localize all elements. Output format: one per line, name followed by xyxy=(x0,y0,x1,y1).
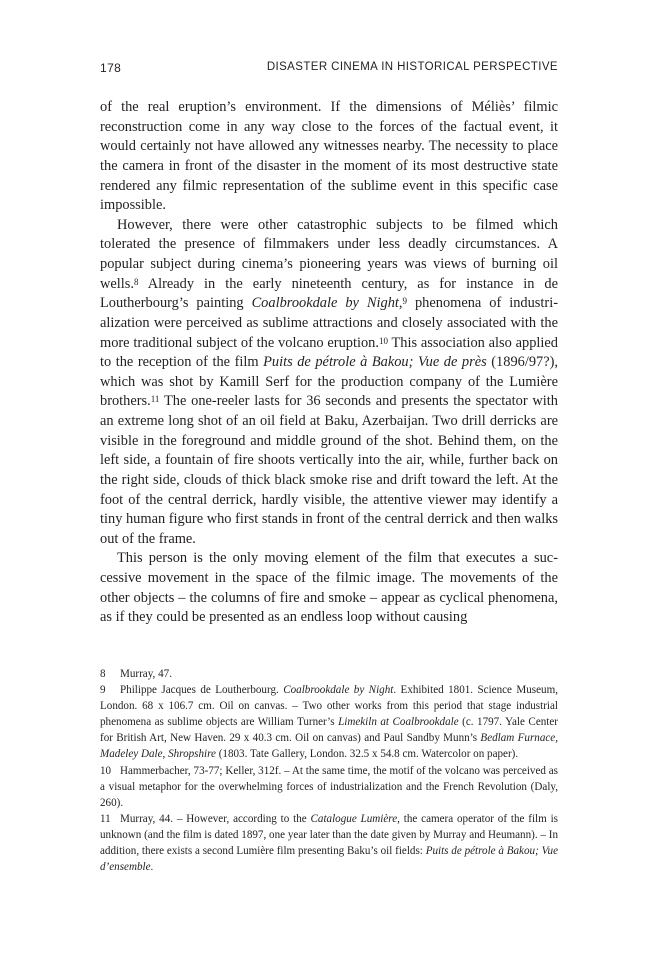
footnote-ref-11[interactable]: 11 xyxy=(150,394,160,405)
film-title: Puits de pétrole à Bakou; Vue de près xyxy=(263,354,487,371)
paragraph-1: of the real eruption’s environment. If the dimensions of Méliès’ filmic reconstruction come in any way close to the forces of the factual event, it would certainly not have allowed any witnesses nearby. The necessity to place the camera in front of the disaster in the moment of its most destructive state rendered any filmic representation of the sublime event in this specific case impossible. xyxy=(100,99,558,214)
footnote-text: Hammerbacher, 73-77; Keller, 312f. – At the same time, the motif of the volcano was perceived as a visual metaphor for the overwhelming forces of industrialization and the French Revolution (Daly, 260). xyxy=(100,764,558,809)
footnote-ref-10[interactable]: 10 xyxy=(378,335,388,346)
paragraph-2-text-d: phenomena of industrialization were perceived as sublime attractions and closely associated with the more traditional subject of the volcano eruption. xyxy=(100,295,558,351)
footnote-10 xyxy=(100,763,558,811)
footnote-number: 8 xyxy=(100,668,106,680)
paragraph-2-text-g: The one-reeler lasts for 36 seconds and presents the spectator with an extreme long shot of an oil field at Baku, Azerbaijan. Two drill derricks are visible in the foreground and middle ground of the shot. Behind them, on the left side, a fountain of fire shoots vertically into the air, while, further back on the right side, clouds of thick black smoke rise and drift toward the left. At the foot of the central derrick, hardly visible, the attentive viewer may identify a tiny human figure who first stands in front of the central derrick and then walks out of the frame. xyxy=(100,393,558,547)
paragraph-2-text-c: , xyxy=(398,295,403,312)
footnote-text-d: (1803. Tate Gallery, London. 32.5 x 54.8 cm. Watercolor on paper). xyxy=(215,748,519,761)
footnote-text-a: Murray, 44. – However, according to the xyxy=(120,812,311,825)
painting-title: Coalbrookdale by Night xyxy=(251,295,399,312)
footnote-title: Limekiln at Coalbrookdale xyxy=(338,716,459,729)
footnote-number: 9 xyxy=(100,684,106,697)
paragraph-2-text-a: However, there were other catastrophic subjects to be filmed which tolerated the presence of filmmakers under less deadly circumstances. A popular subject during cinema’s pioneering years was views of burning oil wells. xyxy=(100,216,558,292)
running-head: DISASTER CINEMA IN HISTORICAL PERSPECTIVE xyxy=(266,61,558,73)
footnote-text-a: Philippe Jacques de Loutherbourg. xyxy=(120,684,284,697)
paragraph-3: This person is the only moving element of the film that executes a successive movement in the space of the filmic image. The movements of the other objects – the columns of fire and smoke – appear as cyclical phenomena, as if they could be presented as an endless loop without causing xyxy=(100,550,558,626)
footnote-11 xyxy=(100,811,558,875)
page-number: 178 xyxy=(100,61,122,75)
footnote-title: Bedlam Furnace, Madeley Dale, Shropshire xyxy=(100,732,558,761)
main-text xyxy=(100,98,558,628)
footnotes xyxy=(100,666,558,875)
paragraph-2-text-b: Already in the early nineteenth century, as for instance in de Loutherbourg’s painting xyxy=(100,275,558,312)
footnote-title: Coalbrookdale by Night xyxy=(283,684,394,697)
footnote-title: Catalogue Lumière xyxy=(310,812,398,825)
paragraph-2 xyxy=(100,216,558,550)
footnote-ref-8[interactable]: 8 xyxy=(133,276,139,287)
footnote-text: Murray, 47. xyxy=(120,668,172,680)
paragraph-2-text-f: (1896/97?), which was shot by Kamill Serf for the production company of the Lumière brothers. xyxy=(100,354,558,410)
footnote-number: 11 xyxy=(100,812,111,825)
footnote-8 xyxy=(100,666,558,682)
page-header xyxy=(100,61,558,77)
footnote-number: 10 xyxy=(100,764,112,777)
footnote-text-c: (c. 1797. Yale Center for British Art, New Haven. 29 x 40.3 cm. Oil on canvas) and Paul Sandby Munn’s xyxy=(100,716,558,745)
footnote-ref-9[interactable]: 9 xyxy=(402,296,407,307)
footnote-text-c: . xyxy=(150,861,154,874)
paragraph-2-text-e: This association also applied to the reception of the film xyxy=(100,334,558,371)
footnote-9 xyxy=(100,682,558,762)
footnote-text-b: , the camera operator of the film is unknown (and the film is dated 1897, one year later than the date given by Murray and Heumann). – In addition, there exists a second Lumière film presenting Baku’s oil fields: xyxy=(100,812,558,858)
footnote-title: Puits de pétrole à Bakou; Vue d’ensemble xyxy=(100,845,558,874)
footnote-text-b: . Exhibited 1801. Science Museum, London. 68 x 106.7 cm. Oil on canvas. – Two other works from this period that stage industrial phenomena as sublime objects are William Turner’s xyxy=(100,684,558,729)
